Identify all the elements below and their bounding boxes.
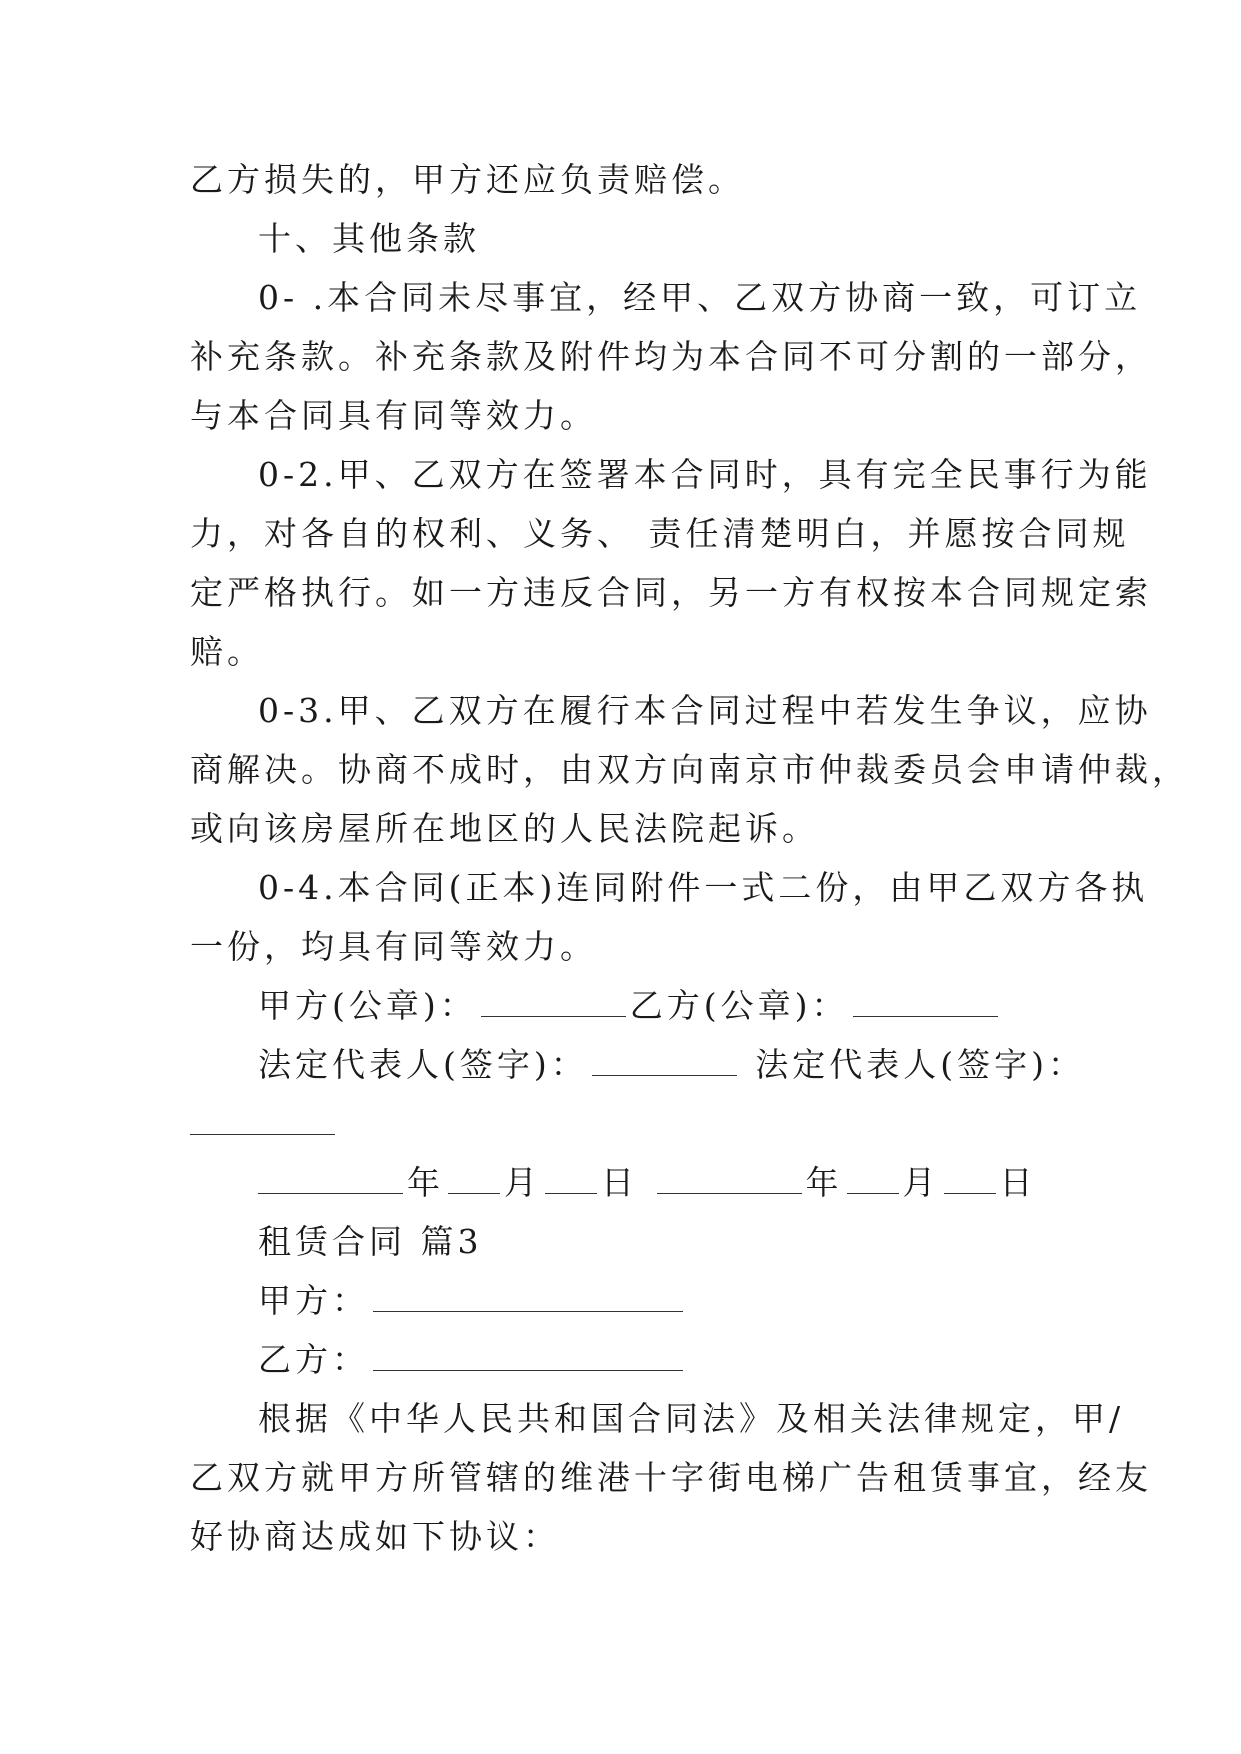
month-a-label: 月	[504, 1163, 541, 1202]
next-party-a-label: 甲方：	[258, 1281, 369, 1320]
next-party-a-row	[190, 1271, 1060, 1330]
next-contract-title: 租赁合同 篇3	[258, 1222, 483, 1261]
clause-1-line: 与本合同具有同等效力。	[190, 396, 597, 435]
clause-3-line: 0-3.甲、乙双方在履行本合同过程中若发生争议，应协	[258, 691, 1152, 730]
clause-2-line: 0-2.甲、乙双方在签署本合同时，具有完全民事行为能	[258, 455, 1152, 494]
rep-b-label: 法定代表人(签字)：	[755, 1045, 1085, 1084]
clause-4-line: 0-4.本合同(正本)连同附件一式二份，由甲乙双方各执	[258, 868, 1149, 907]
representative-row	[190, 1035, 1085, 1094]
next-intro-line: 根据《中华人民共和国合同法》及相关法律规定，甲/	[258, 1399, 1125, 1438]
next-party-b-label: 乙方：	[258, 1340, 369, 1379]
next-intro-line: 好协商达成如下协议：	[190, 1517, 560, 1556]
year-b-label: 年	[805, 1163, 843, 1202]
date-row	[190, 1153, 1060, 1212]
day-b-blank	[944, 1163, 996, 1194]
section-heading: 十、其他条款	[258, 219, 480, 258]
document-page	[190, 150, 1189, 1566]
clause-1-line: 0- .本合同未尽事宜，经甲、乙双方协商一致，可订立	[258, 278, 1142, 317]
rep-a-label: 法定代表人(签字)：	[258, 1045, 588, 1084]
clause-3-line: 或向该房屋所在地区的人民法院起诉。	[190, 809, 819, 848]
seal-row	[190, 976, 1060, 1035]
month-a-blank	[448, 1163, 500, 1194]
month-b-blank	[847, 1163, 899, 1194]
day-b-label: 日	[999, 1163, 1037, 1202]
clause-4-line: 一份，均具有同等效力。	[190, 927, 597, 966]
rep-b-blank	[190, 1104, 335, 1135]
month-b-label: 月	[902, 1163, 940, 1202]
rep-a-blank	[592, 1045, 737, 1076]
year-a-label: 年	[407, 1163, 444, 1202]
party-b-seal-label: 乙方(公章)：	[629, 986, 849, 1025]
clause-2-line: 赔。	[190, 632, 264, 671]
text-line: 乙方损失的，甲方还应负责赔偿。	[190, 160, 745, 199]
next-party-a-blank	[373, 1281, 683, 1312]
year-b-blank	[657, 1163, 802, 1194]
clause-2-line: 定严格执行。如一方违反合同，另一方有权按本合同规定索	[190, 573, 1152, 612]
next-party-b-row	[190, 1330, 1060, 1389]
clause-3-line: 商解决。协商不成时，由双方向南京市仲裁委员会申请仲裁，	[190, 750, 1189, 789]
party-a-seal-blank	[481, 986, 626, 1017]
next-intro-line: 乙双方就甲方所管辖的维港十字街电梯广告租赁事宜，经友	[190, 1458, 1152, 1497]
day-a-blank	[545, 1163, 597, 1194]
next-party-b-blank	[373, 1340, 683, 1371]
day-a-label: 日	[601, 1163, 638, 1202]
year-a-blank	[258, 1163, 403, 1194]
party-b-seal-blank	[853, 986, 998, 1017]
clause-2-line: 力，对各自的权利、义务、 责任清楚明白，并愿按合同规	[190, 514, 1130, 553]
clause-1-line: 补充条款。补充条款及附件均为本合同不可分割的一部分，	[190, 337, 1152, 376]
rep-b-blank-row	[190, 1094, 1060, 1153]
party-a-seal-label: 甲方(公章)：	[258, 986, 477, 1025]
